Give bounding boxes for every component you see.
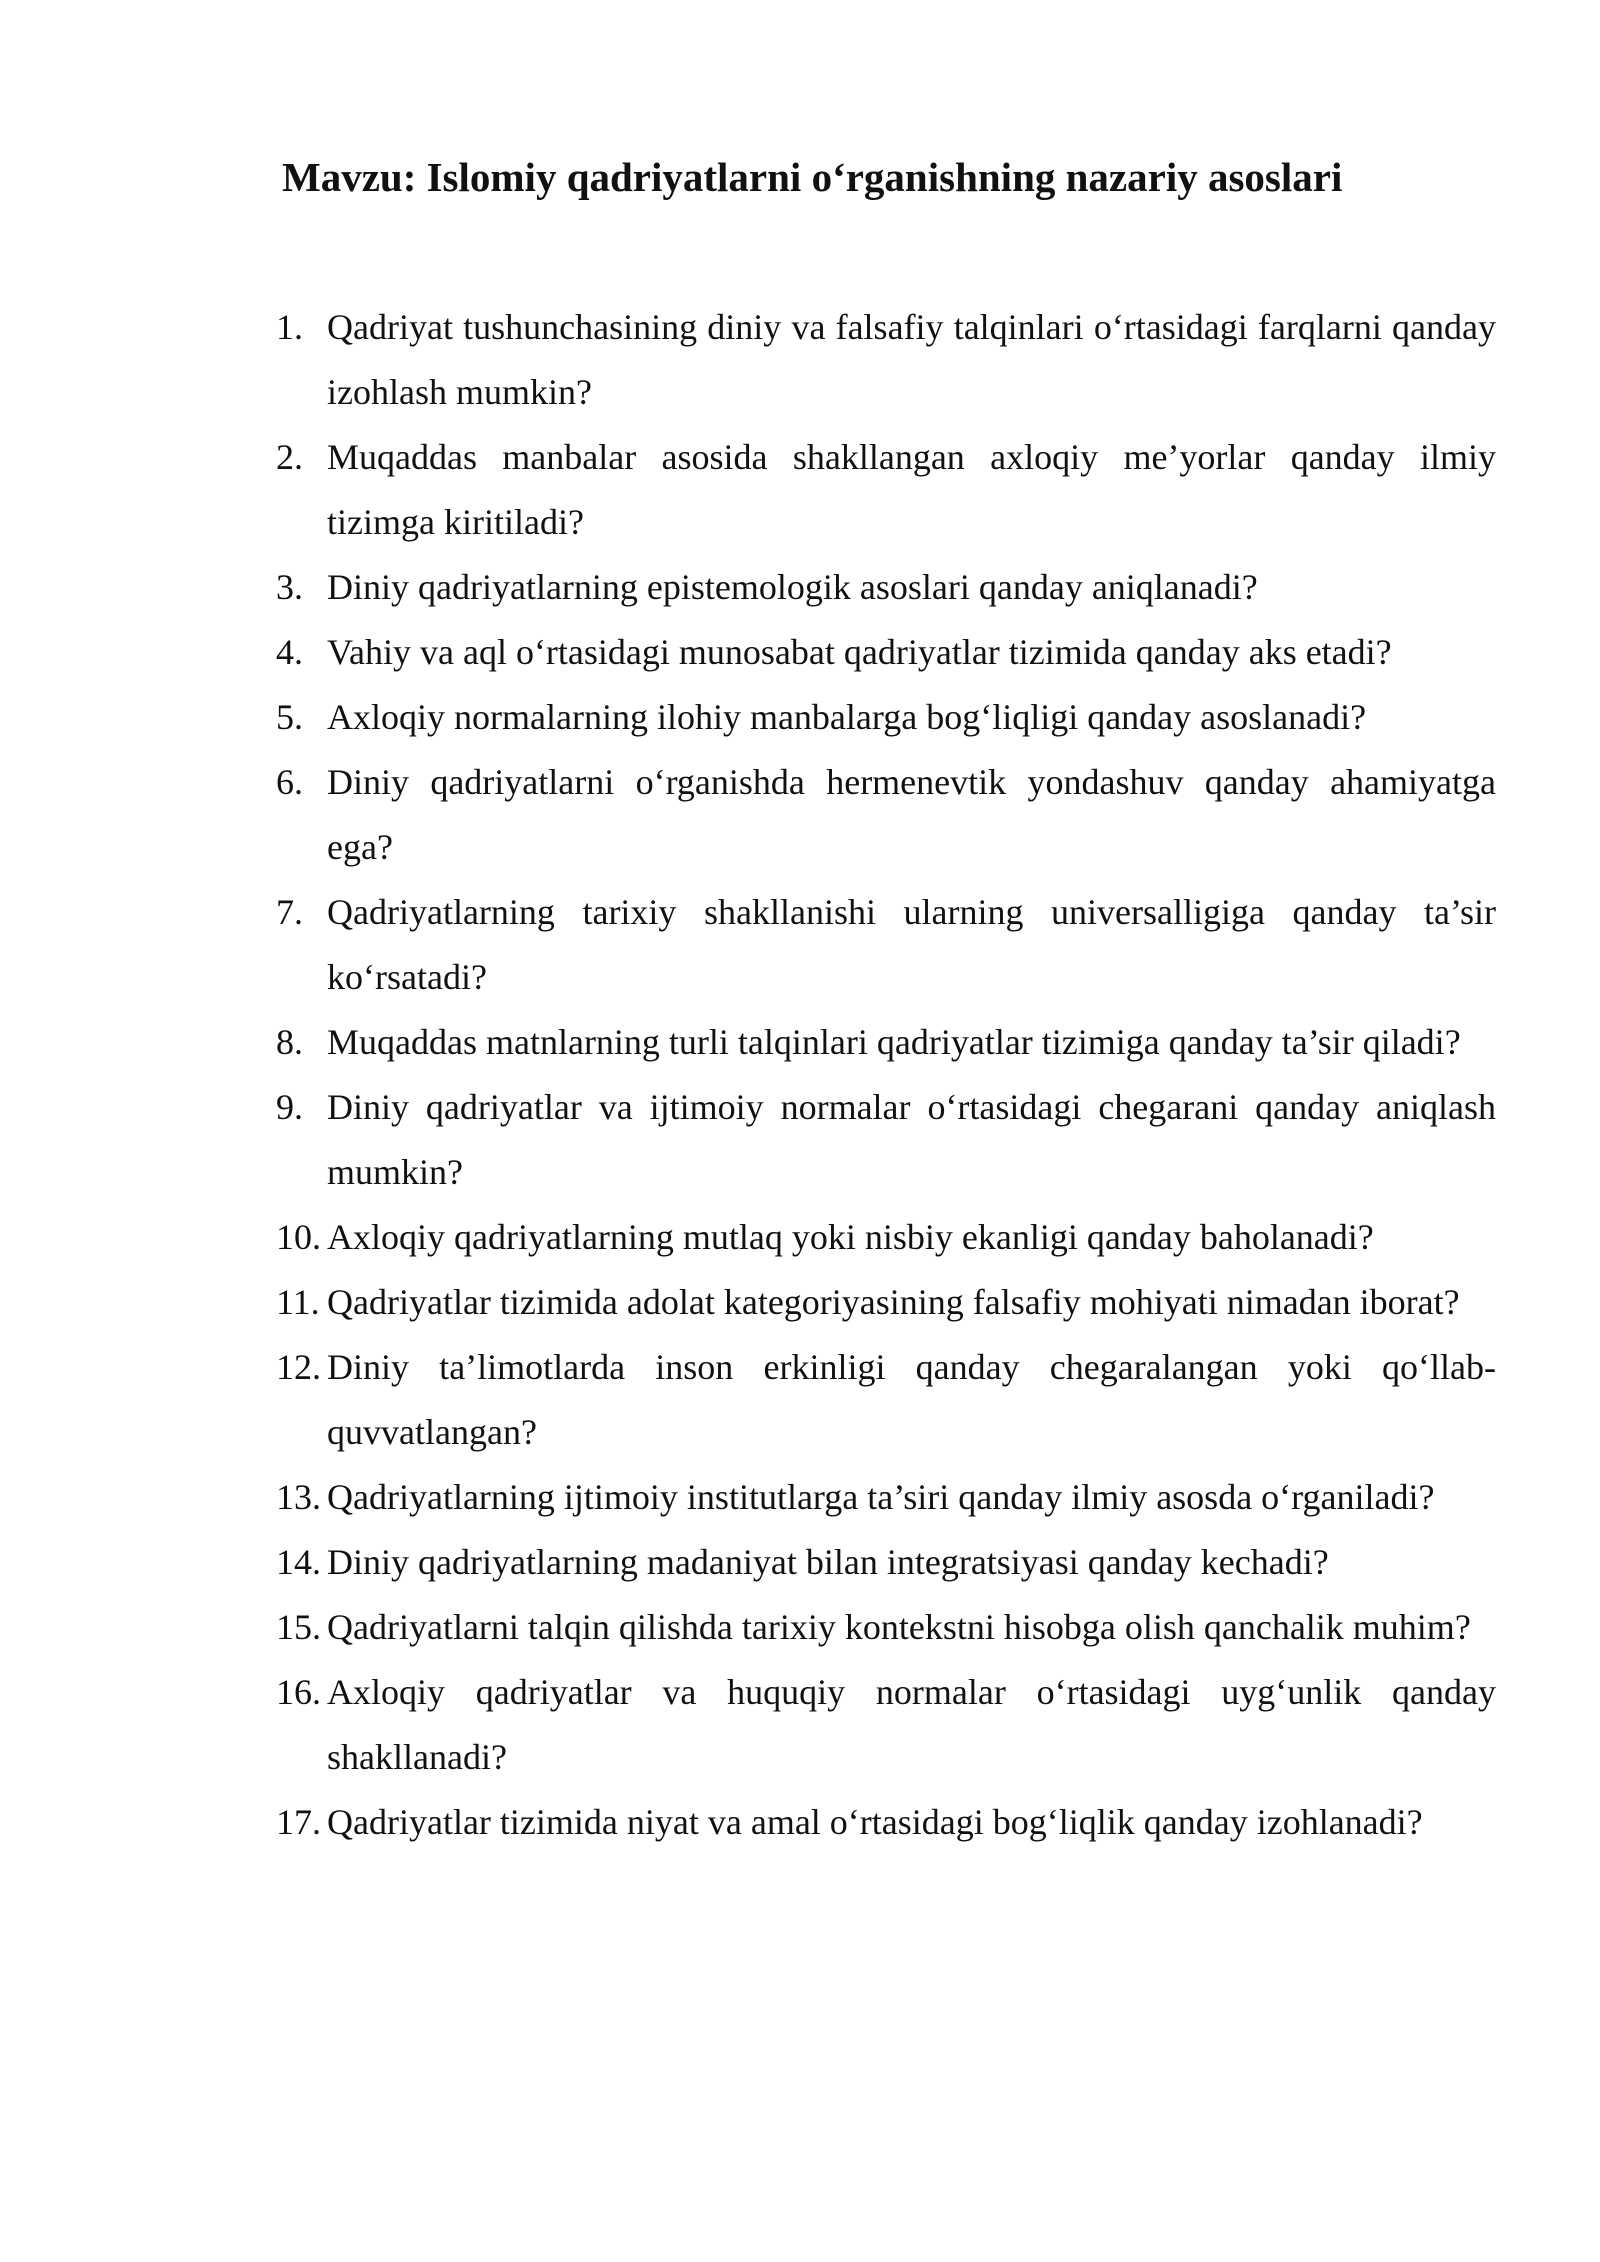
question-item xyxy=(276,750,1496,880)
question-item xyxy=(276,1790,1496,1855)
question-item xyxy=(276,1595,1496,1660)
question-number: 13. xyxy=(276,1477,321,1517)
question-number: 7. xyxy=(276,892,303,932)
question-text: Diniy qadriyatlar va ijtimoiy normalar o‘rtasidagi chegarani qanday aniqlash mumkin? xyxy=(327,1087,1496,1192)
question-text: Axloqiy qadriyatlar va huquqiy normalar o‘rtasidagi uyg‘unlik qanday shakllanadi? xyxy=(327,1672,1496,1777)
question-text: Diniy qadriyatlarning madaniyat bilan integratsiyasi qanday kechadi? xyxy=(327,1542,1329,1582)
question-list xyxy=(276,295,1496,1855)
question-item xyxy=(276,1010,1496,1075)
question-text: Axloqiy normalarning ilohiy manbalarga bog‘liqligi qanday asoslanadi? xyxy=(327,697,1367,737)
question-number: 12. xyxy=(276,1347,321,1387)
question-text: Muqaddas matnlarning turli talqinlari qadriyatlar tizimiga qanday ta’sir qiladi? xyxy=(327,1022,1461,1062)
question-text: Qadriyatlarning tarixiy shakllanishi ularning universalligiga qanday ta’sir ko‘rsatadi? xyxy=(327,892,1496,997)
question-number: 17. xyxy=(276,1802,321,1842)
question-item xyxy=(276,685,1496,750)
question-number: 2. xyxy=(276,437,303,477)
question-item xyxy=(276,1335,1496,1465)
question-number: 5. xyxy=(276,697,303,737)
question-text: Muqaddas manbalar asosida shakllangan axloqiy me’yorlar qanday ilmiy tizimga kiritiladi? xyxy=(327,437,1496,542)
question-number: 4. xyxy=(276,632,303,672)
question-number: 8. xyxy=(276,1022,303,1062)
question-item xyxy=(276,620,1496,685)
question-text: Qadriyatlarning ijtimoiy institutlarga ta’siri qanday ilmiy asosda o‘rganiladi? xyxy=(327,1477,1435,1517)
question-number: 9. xyxy=(276,1087,303,1127)
question-text: Qadriyatlar tizimida adolat kategoriyasining falsafiy mohiyati nimadan iborat? xyxy=(327,1282,1460,1322)
question-text: Vahiy va aql o‘rtasidagi munosabat qadriyatlar tizimida qanday aks etadi? xyxy=(327,632,1392,672)
question-item xyxy=(276,1660,1496,1790)
question-number: 10. xyxy=(276,1217,321,1257)
question-item xyxy=(276,1530,1496,1595)
question-item xyxy=(276,555,1496,620)
question-text: Qadriyatlarni talqin qilishda tarixiy kontekstni hisobga olish qanchalik muhim? xyxy=(327,1607,1471,1647)
question-text: Qadriyat tushunchasining diniy va falsafiy talqinlari o‘rtasidagi farqlarni qanday izohlash mumkin? xyxy=(327,307,1496,412)
question-item xyxy=(276,1205,1496,1270)
question-number: 3. xyxy=(276,567,303,607)
question-item xyxy=(276,1465,1496,1530)
question-text: Qadriyatlar tizimida niyat va amal o‘rtasidagi bog‘liqlik qanday izohlanadi? xyxy=(327,1802,1423,1842)
question-number: 16. xyxy=(276,1672,321,1712)
question-text: Diniy qadriyatlarni o‘rganishda hermenevtik yondashuv qanday ahamiyatga ega? xyxy=(327,762,1496,867)
question-item xyxy=(276,1270,1496,1335)
question-item xyxy=(276,880,1496,1010)
question-number: 6. xyxy=(276,762,303,802)
document-title: Mavzu: Islomiy qadriyatlarni o‘rganishning nazariy asoslari xyxy=(282,154,1343,200)
question-number: 1. xyxy=(276,307,303,347)
question-text: Diniy qadriyatlarning epistemologik asoslari qanday aniqlanadi? xyxy=(327,567,1258,607)
question-text: Axloqiy qadriyatlarning mutlaq yoki nisbiy ekanligi qanday baholanadi? xyxy=(327,1217,1374,1257)
question-number: 11. xyxy=(276,1282,320,1322)
question-number: 14. xyxy=(276,1542,321,1582)
question-text: Diniy ta’limotlarda inson erkinligi qanday chegaralangan yoki qo‘llab-quvvatlangan? xyxy=(327,1347,1496,1452)
question-number: 15. xyxy=(276,1607,321,1647)
question-item xyxy=(276,425,1496,555)
question-item xyxy=(276,1075,1496,1205)
question-item xyxy=(276,295,1496,425)
